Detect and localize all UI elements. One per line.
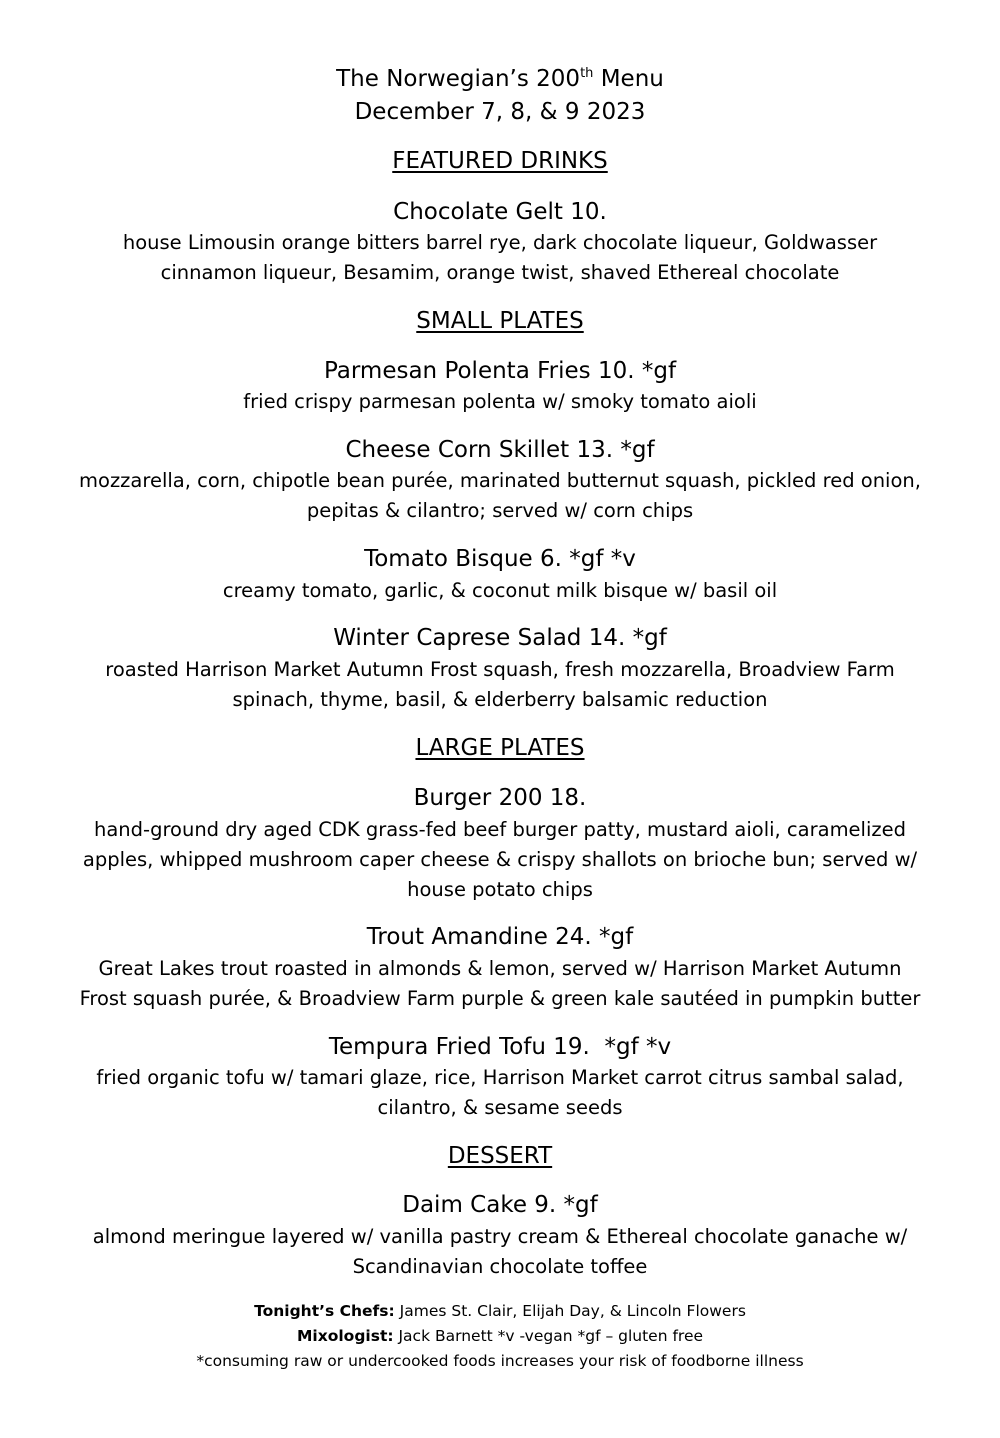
item-description (50, 1063, 950, 1123)
item-name (0, 922, 1000, 952)
item-title: Trout Amandine 24. (366, 924, 592, 950)
mixologist-label: Mixologist: (296, 1327, 394, 1345)
menu-date: December 7, 8, & 9 2023 (354, 99, 646, 125)
item-description (50, 954, 950, 1014)
item-description (50, 815, 950, 905)
chefs-line (0, 1299, 1000, 1324)
chefs-label: Tonight’s Chefs: (254, 1302, 395, 1320)
menu-title-text: The Norwegian’s 200 (336, 66, 581, 92)
description-line: fried organic tofu w/ tamari glaze, rice, Harrison Market carrot citrus sambal salad, (96, 1066, 904, 1089)
item-description (50, 387, 950, 417)
item-description (50, 228, 950, 288)
item-title: Daim Cake 9. (402, 1192, 557, 1218)
item-tags: *gf (556, 1192, 598, 1218)
item-title: Parmesan Polenta Fries 10. (323, 358, 635, 384)
item-title: Tomato Bisque 6. (364, 546, 562, 572)
description-line: creamy tomato, garlic, & coconut milk bisque w/ basil oil (222, 579, 778, 602)
item-tags: *gf (613, 437, 655, 463)
mixologist-text: Jack Barnett *v -vegan *gf – gluten free (393, 1327, 704, 1345)
item-description (50, 466, 950, 526)
menu-title-superscript: th (580, 66, 594, 81)
description-line: Scandinavian chocolate toffee (352, 1255, 648, 1278)
item-description (50, 576, 950, 606)
item-name (0, 197, 1000, 227)
mixologist-line (0, 1324, 1000, 1349)
description-line: Frost squash purée, & Broadview Farm purple & green kale sautéed in pumpkin butter (79, 987, 921, 1010)
menu-header (0, 63, 1000, 129)
item-tags: *gf (625, 625, 667, 651)
item-name (0, 1190, 1000, 1220)
description-line: almond meringue layered w/ vanilla pastry cream & Ethereal chocolate ganache w/ (92, 1225, 908, 1248)
section-heading-dessert: DESSERT (447, 1143, 553, 1169)
item-title: Cheese Corn Skillet 13. (345, 437, 614, 463)
section-heading-featured-drinks: FEATURED DRINKS (392, 148, 608, 174)
description-line: house Limousin orange bitters barrel rye, dark chocolate liqueur, Goldwasser (122, 231, 878, 254)
item-tags: *gf (591, 924, 634, 950)
item-tags: *gf *v (561, 546, 636, 572)
item-name (0, 623, 1000, 653)
description-line: fried crispy parmesan polenta w/ smoky tomato aioli (243, 390, 757, 413)
description-line: spinach, thyme, basil, & elderberry balsamic reduction (232, 688, 768, 711)
description-line: Great Lakes trout roasted in almonds & lemon, served w/ Harrison Market Autumn (98, 957, 902, 980)
item-name (0, 356, 1000, 386)
menu-footer (0, 1299, 1000, 1374)
description-line: roasted Harrison Market Autumn Frost squash, fresh mozzarella, Broadview Farm (105, 658, 895, 681)
item-title: Burger 200 18. (413, 785, 587, 811)
item-title: Tempura Fried Tofu 19. (328, 1034, 590, 1060)
menu-title-suffix: Menu (593, 66, 664, 92)
section-heading-large-plates: LARGE PLATES (415, 735, 585, 761)
food-safety-disclaimer: *consuming raw or undercooked foods increases your risk of foodborne illness (196, 1352, 804, 1370)
description-line: apples, whipped mushroom caper cheese & crispy shallots on brioche bun; served w/ (82, 848, 918, 871)
item-name (0, 544, 1000, 574)
description-line: cinnamon liqueur, Besamim, orange twist, shaved Ethereal chocolate (160, 261, 840, 284)
description-line: hand-ground dry aged CDK grass-fed beef burger patty, mustard aioli, caramelized (93, 818, 907, 841)
chefs-names: James St. Clair, Elijah Day, & Lincoln Flowers (394, 1302, 746, 1320)
item-name (0, 1032, 1000, 1062)
description-line: house potato chips (407, 878, 593, 901)
item-title: Winter Caprese Salad 14. (333, 625, 626, 651)
item-name (0, 435, 1000, 465)
description-line: cilantro, & sesame seeds (377, 1096, 623, 1119)
menu-title (0, 63, 1000, 96)
item-description (50, 1222, 950, 1282)
section-heading-small-plates: SMALL PLATES (416, 308, 584, 334)
item-description (50, 655, 950, 715)
description-line: mozzarella, corn, chipotle bean purée, marinated butternut squash, pickled red onion, (79, 469, 921, 492)
item-name (0, 783, 1000, 813)
item-title: Chocolate Gelt 10. (393, 199, 607, 225)
item-tags: *gf (634, 358, 677, 384)
item-tags: *gf *v (589, 1034, 672, 1060)
description-line: pepitas & cilantro; served w/ corn chips (306, 499, 694, 522)
